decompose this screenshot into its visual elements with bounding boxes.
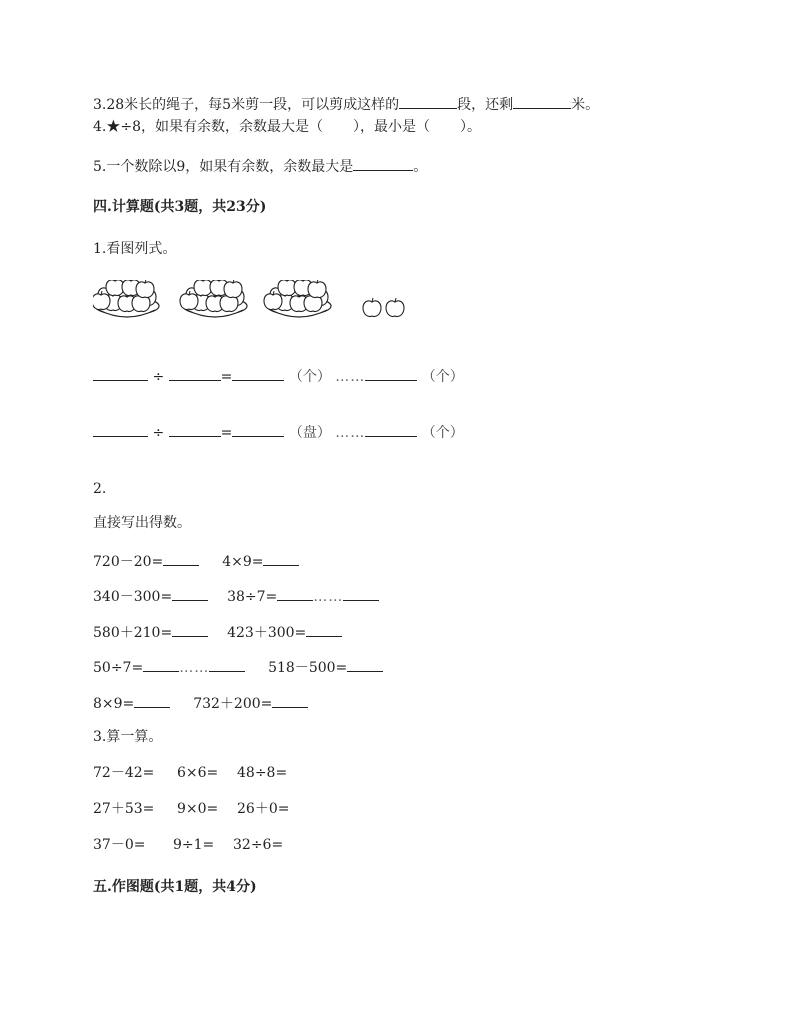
oral-quotient-blank[interactable] bbox=[277, 586, 313, 601]
oral-remainder-blank[interactable] bbox=[343, 586, 379, 601]
oral-answer-blank[interactable] bbox=[172, 586, 208, 601]
q3-text-2: 段，还剩 bbox=[457, 97, 514, 113]
divide-sign: ÷ bbox=[152, 369, 165, 385]
oral-answer-blank[interactable] bbox=[163, 551, 199, 566]
calc-2-title: 直接写出得数。 bbox=[93, 515, 191, 531]
oral-answer-blank[interactable] bbox=[263, 551, 299, 566]
q4-text-2: ），最小是（ bbox=[353, 119, 430, 135]
oral-expression: 423＋300= bbox=[227, 625, 307, 641]
equation-row-1 bbox=[93, 366, 464, 386]
question-3 bbox=[93, 94, 599, 114]
eq1-blank-2[interactable] bbox=[169, 366, 221, 381]
q4-text: 4.★÷8，如果有余数，余数最大是（ bbox=[93, 119, 323, 135]
eq1-blank-4[interactable] bbox=[365, 366, 417, 381]
oral-expression: 50÷7= bbox=[93, 660, 144, 676]
compute-expression: 72－42= bbox=[93, 765, 155, 781]
q3-text-3: 米。 bbox=[571, 97, 600, 113]
q3-answer-blank-segments[interactable] bbox=[399, 94, 457, 109]
compute-expression: 32÷6= bbox=[233, 837, 284, 853]
compute-expression: 6×6= bbox=[177, 765, 219, 781]
oral-row-5 bbox=[93, 693, 308, 713]
eq1-blank-3[interactable] bbox=[232, 366, 284, 381]
eq2-blank-1[interactable] bbox=[93, 422, 148, 437]
section-4-title: 四.计算题(共3题，共23分) bbox=[93, 199, 267, 215]
divide-sign: ÷ bbox=[152, 425, 165, 441]
plate-2 bbox=[180, 280, 247, 317]
oral-quotient-blank[interactable] bbox=[143, 657, 179, 672]
loose-apple-2 bbox=[386, 298, 404, 317]
eq2-remainder-dots: …… bbox=[335, 425, 366, 441]
equals-sign: = bbox=[220, 369, 233, 385]
compute-expression: 9×0= bbox=[177, 801, 219, 817]
oral-row-2 bbox=[93, 586, 379, 606]
q3-answer-blank-remainder[interactable] bbox=[513, 94, 571, 109]
eq1-remainder-dots: …… bbox=[335, 369, 366, 385]
oral-row-4 bbox=[93, 657, 383, 677]
compute-row-2 bbox=[93, 800, 289, 818]
remainder-dots: …… bbox=[179, 660, 210, 676]
q3-text: 3.28米长的绳子，每5米剪一段，可以剪成这样的 bbox=[93, 97, 400, 113]
eq1-blank-1[interactable] bbox=[93, 366, 148, 381]
apple-plates-picture bbox=[93, 280, 423, 330]
compute-expression: 9÷1= bbox=[173, 837, 215, 853]
plate-1 bbox=[93, 280, 159, 317]
eq2-unit-2: （个） bbox=[421, 425, 464, 441]
q5-text-2: 。 bbox=[413, 159, 428, 175]
question-5 bbox=[93, 156, 427, 176]
oral-expression: 720－20= bbox=[93, 554, 164, 570]
oral-expression: 38÷7= bbox=[227, 589, 278, 605]
section-5-title: 五.作图题(共1题，共4分) bbox=[93, 879, 257, 895]
oral-remainder-blank[interactable] bbox=[209, 657, 245, 672]
calc-3-title: 3.算一算。 bbox=[93, 729, 163, 745]
oral-expression: 340－300= bbox=[93, 589, 173, 605]
compute-expression: 26＋0= bbox=[237, 801, 290, 817]
eq2-blank-2[interactable] bbox=[169, 422, 221, 437]
oral-expression: 4×9= bbox=[222, 554, 264, 570]
eq2-blank-3[interactable] bbox=[232, 422, 284, 437]
q5-text: 5.一个数除以9，如果有余数，余数最大是 bbox=[93, 159, 354, 175]
compute-expression: 37－0= bbox=[93, 837, 146, 853]
eq1-unit-2: （个） bbox=[421, 369, 464, 385]
calc-1-title: 1.看图列式。 bbox=[93, 241, 177, 257]
equals-sign: = bbox=[220, 425, 233, 441]
equation-row-2 bbox=[93, 422, 464, 442]
remainder-dots: …… bbox=[313, 589, 344, 605]
loose-apple-1 bbox=[363, 298, 381, 317]
q4-text-3: ）。 bbox=[460, 119, 481, 135]
eq1-unit-1: （个） bbox=[288, 369, 331, 385]
oral-answer-blank[interactable] bbox=[306, 622, 342, 637]
oral-answer-blank[interactable] bbox=[134, 693, 170, 708]
eq2-unit-1: （盘） bbox=[288, 425, 331, 441]
oral-expression: 580＋210= bbox=[93, 625, 173, 641]
compute-expression: 48÷8= bbox=[237, 765, 288, 781]
oral-row-1 bbox=[93, 551, 299, 571]
oral-expression: 518－500= bbox=[268, 660, 348, 676]
plate-3 bbox=[264, 280, 331, 317]
oral-row-3 bbox=[93, 622, 342, 642]
oral-answer-blank[interactable] bbox=[272, 693, 308, 708]
compute-row-1 bbox=[93, 764, 287, 782]
oral-answer-blank[interactable] bbox=[347, 657, 383, 672]
calc-2-number: 2. bbox=[93, 481, 107, 497]
compute-row-3 bbox=[93, 836, 283, 854]
oral-expression: 732＋200= bbox=[193, 696, 273, 712]
compute-expression: 27＋53= bbox=[93, 801, 155, 817]
question-4 bbox=[93, 118, 481, 136]
eq2-blank-4[interactable] bbox=[365, 422, 417, 437]
oral-expression: 8×9= bbox=[93, 696, 135, 712]
q5-answer-blank[interactable] bbox=[353, 156, 413, 171]
oral-answer-blank[interactable] bbox=[172, 622, 208, 637]
